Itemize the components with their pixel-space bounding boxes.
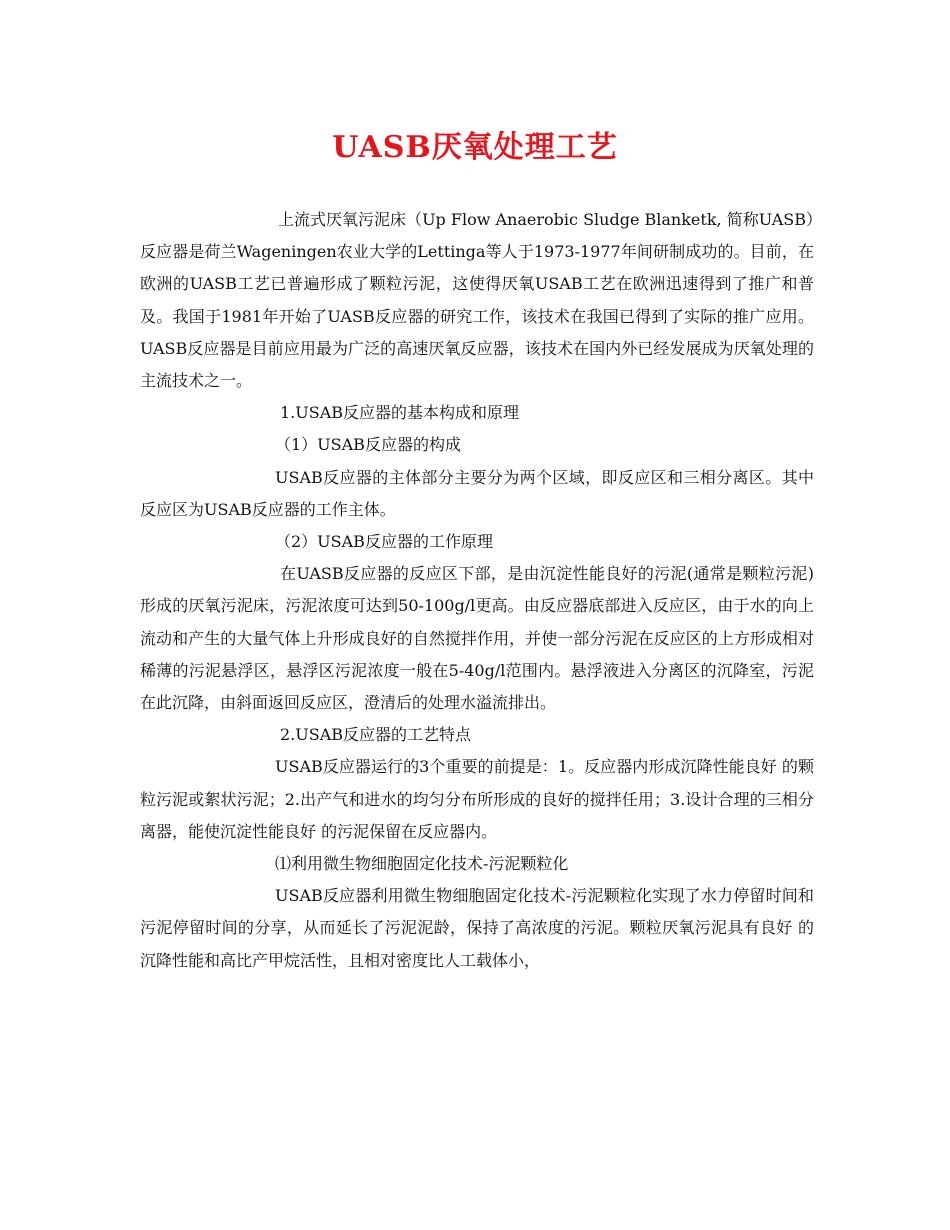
principle-paragraph: 在UASB反应器的反应区下部，是由沉淀性能良好的污泥(通常是颗粒污泥)形成的厌氧污泥床，污泥浓度可达到50-100g/l更高。由反应器底部进入反应区，由于水的向上流动和产生的大量气体上升形成良好的自然搅拌作用，并使一部分污泥在反应区的上方形成相对稀薄的污泥悬浮区，悬浮区污泥浓度一般在5-40g/l范围内。悬浮液进入分离区的沉降室，污泥在此沉降，由斜面返回反应区，澄清后的处理水溢流排出。 (140, 564, 814, 713)
subsection-heading-2: （2）USAB反应器的工作原理 (275, 532, 493, 552)
document-body (140, 204, 814, 977)
section-heading-2: 2.USAB反应器的工艺特点 (280, 725, 472, 745)
subsection-heading-3: ⑴利用微生物细胞固定化技术-污泥颗粒化 (275, 854, 569, 874)
document-title: UASB厌氧处理工艺 (332, 130, 618, 165)
section-heading-1: 1.USAB反应器的基本构成和原理 (280, 403, 520, 423)
intro-paragraph: 上流式厌氧污泥床（Up Flow Anaerobic Sludge Blanketk, 简称UASB）反应器是荷兰Wageningen农业大学的Lettinga等人于1973-1977年间研制成功的。目前，在欧洲的UASB工艺已普遍形成了颗粒污泥，这使得厌氧USAB工艺在欧洲迅速得到了推广和普及。我国于1981年开始了UASB反应器的研究工作，该技术在我国已得到了实际的推广应用。UASB反应器是目前应用最为广泛的高速厌氧反应器，该技术在国内外已经发展成为厌氧处理的主流技术之一。 (140, 210, 814, 391)
structure-paragraph: USAB反应器的主体部分主要分为两个区域，即反应区和三相分离区。其中反应区为USAB反应器的工作主体。 (140, 467, 814, 519)
granulation-paragraph: USAB反应器利用微生物细胞固定化技术-污泥颗粒化实现了水力停留时间和污泥停留时间的分享，从而延长了污泥泥龄，保持了高浓度的污泥。颗粒厌氧污泥具有良好 的沉降性能和高比产甲烷活性，且相对密度比人工载体小， (140, 886, 814, 970)
subsection-heading-1: （1）USAB反应器的构成 (275, 435, 461, 455)
features-paragraph: USAB反应器运行的3个重要的前提是：1。反应器内形成沉降性能良好 的颗粒污泥或絮状污泥；2.出产气和进水的均匀分布所形成的良好的搅拌任用；3.设计合理的三相分离器，能使沉淀性能良好 的污泥保留在反应器内。 (140, 757, 814, 841)
